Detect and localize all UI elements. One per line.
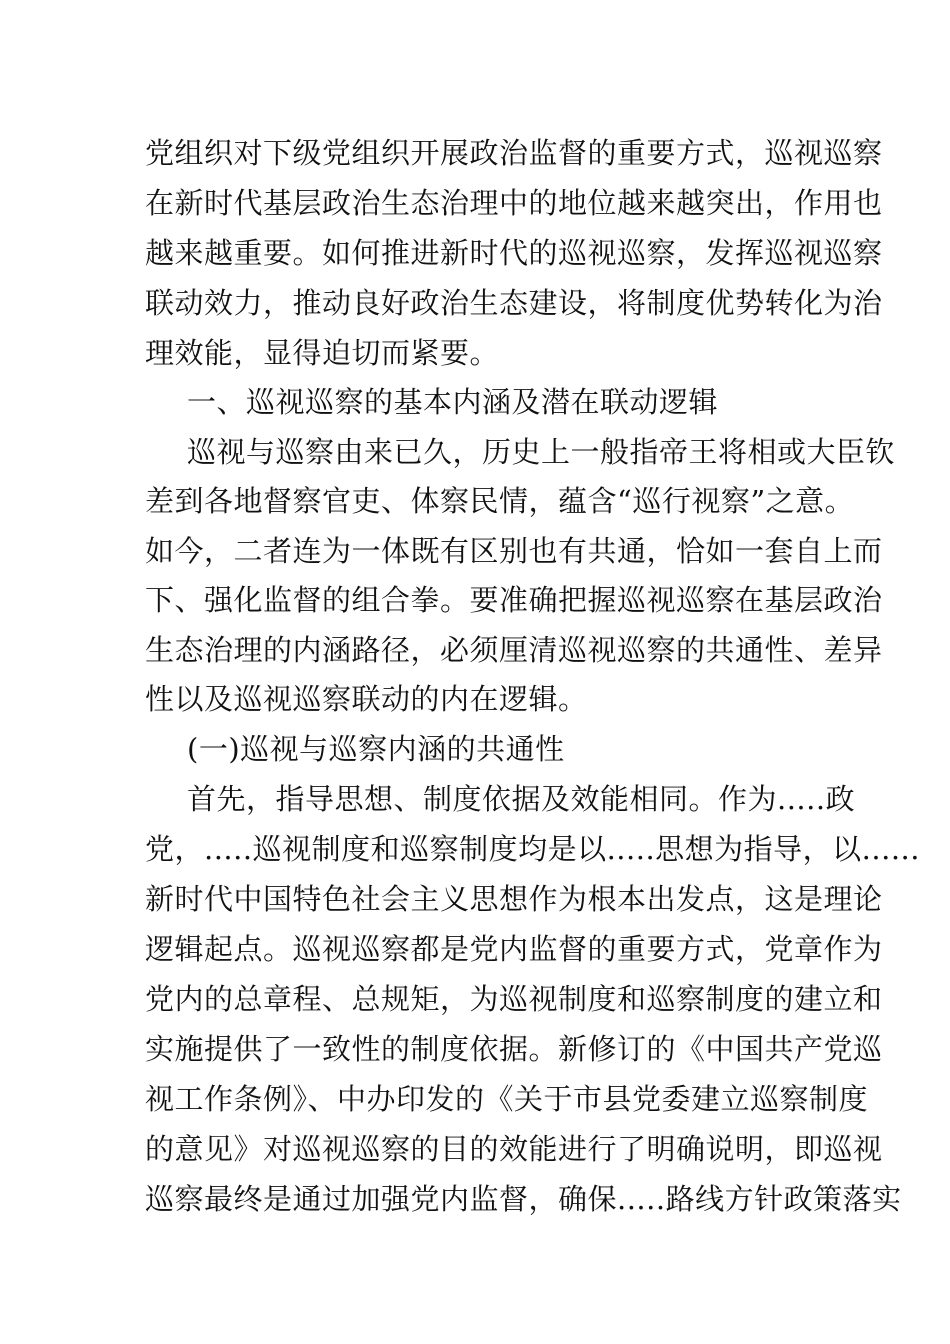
paragraph-line: 逻辑起点。巡视巡察都是党内监督的重要方式，党章作为 (145, 932, 883, 966)
subsection-heading: (一)巡视与巡察内涵的共通性 (187, 732, 565, 766)
paragraph-line: 如今，二者连为一体既有区别也有共通，恰如一套自上而 (145, 534, 883, 568)
paragraph-line: 性以及巡视巡察联动的内在逻辑。 (145, 682, 588, 716)
paragraph-line: 巡视与巡察由来已久，历史上一般指帝王将相或大臣钦 (187, 435, 896, 469)
paragraph-line: 生态治理的内涵路径，必须厘清巡视巡察的共通性、差异 (145, 633, 883, 667)
paragraph-line: 首先，指导思想、制度依据及效能相同。作为.....政 (187, 782, 856, 816)
paragraph-line: 越来越重要。如何推进新时代的巡视巡察，发挥巡视巡察 (145, 236, 883, 270)
paragraph-line: 党，.....巡视制度和巡察制度均是以.....思想为指导，以...... (145, 832, 920, 866)
paragraph-line: 差到各地督察官吏、体察民情，蕴含“巡行视察”之意。 (145, 484, 855, 518)
paragraph-line: 党组织对下级党组织开展政治监督的重要方式，巡视巡察 (145, 136, 883, 170)
paragraph-line: 党内的总章程、总规矩，为巡视制度和巡察制度的建立和 (145, 982, 883, 1016)
paragraph-line: 新时代中国特色社会主义思想作为根本出发点，这是理论 (145, 882, 883, 916)
paragraph-line: 的意见》对巡视巡察的目的效能进行了明确说明，即巡视 (145, 1132, 883, 1166)
paragraph-line: 视工作条例》、中办印发的《关于市县党委建立巡察制度 (145, 1082, 869, 1116)
paragraph-line: 实施提供了一致性的制度依据。新修订的《中国共产党巡 (145, 1032, 883, 1066)
paragraph-line: 在新时代基层政治生态治理中的地位越来越突出，作用也 (145, 186, 883, 220)
section-heading: 一、巡视巡察的基本内涵及潜在联动逻辑 (187, 385, 719, 419)
paragraph-line: 下、强化监督的组合拳。要准确把握巡视巡察在基层政治 (145, 583, 883, 617)
paragraph-line: 巡察最终是通过加强党内监督，确保.....路线方针政策落实 (145, 1182, 902, 1216)
paragraph-line: 理效能，显得迫切而紧要。 (145, 336, 500, 370)
paragraph-line: 联动效力，推动良好政治生态建设，将制度优势转化为治 (145, 286, 883, 320)
